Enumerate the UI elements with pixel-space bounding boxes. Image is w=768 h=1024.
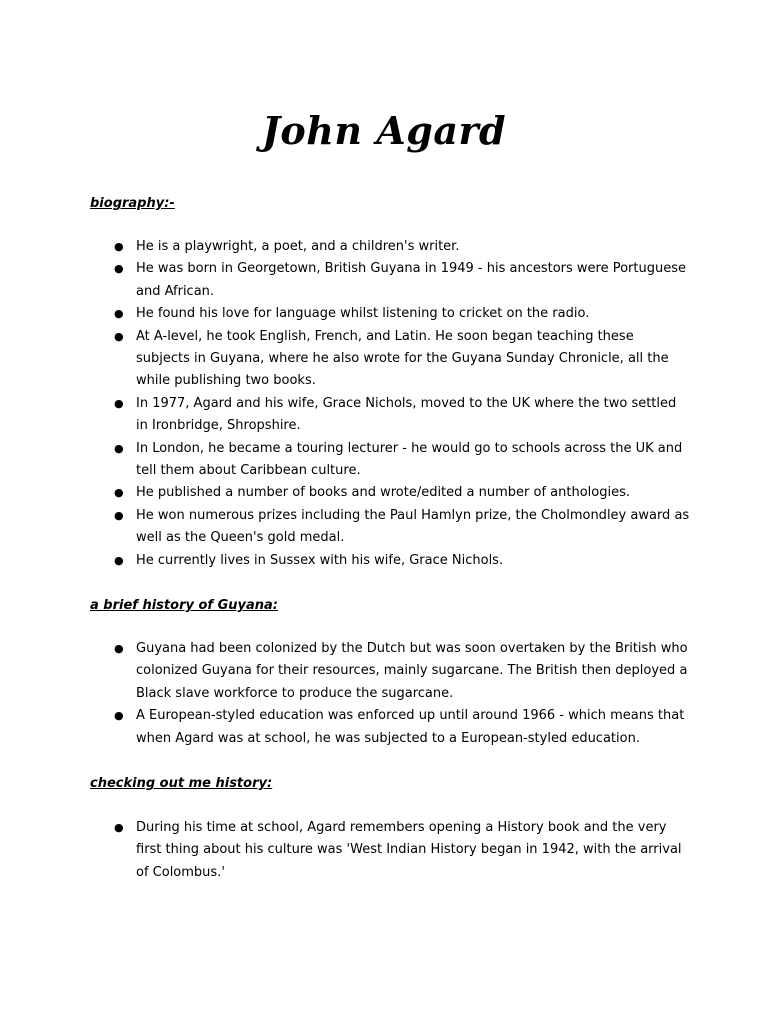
bullet-icon: ● [114,240,124,253]
list-item-text: He found his love for language whilst listening to cricket on the radio. [136,306,590,322]
bullet-icon: ● [114,508,124,522]
list-item-text: He published a number of books and wrote/edited a number of anthologies. [136,485,630,501]
list-item [90,638,690,705]
section-heading-checking-out-me-history: checking out me history: [90,776,273,791]
bullet-list-biography [90,236,690,572]
bullet-icon: ● [114,441,124,455]
bullet-icon: ● [114,709,124,723]
list-item [90,505,690,550]
list-item-text: He was born in Georgetown, British Guyana in 1949 - his ancestors were Portuguese and African. [136,261,686,299]
bullet-icon: ● [114,553,124,567]
list-item [90,817,690,884]
bullet-icon: ● [114,396,124,410]
list-item [90,482,690,504]
list-item [90,705,690,750]
bullet-icon: ● [114,486,124,500]
list-item-text: In London, he became a touring lecturer - he would go to schools across the UK and tell them about Caribbean culture. [136,440,683,479]
bullet-list-history-of-guyana [90,638,690,750]
list-item [90,326,690,393]
bullet-icon: ● [114,307,124,321]
list-item-text: At A-level, he took English, French, and Latin. He soon began teaching these subjects in Guyana, where he also wrote for the Guyana Sunday Chronicle, all the while publishing two books. [136,328,669,389]
list-item-text: A European-styled education was enforced up until around 1966 - which means that when Agard was at school, he was subjected to a European-styled education. [136,708,685,746]
bullet-icon: ● [114,821,124,834]
list-item [90,236,690,258]
list-item [90,393,690,438]
section-heading-biography: biography:- [90,196,175,211]
bullet-icon: ● [114,262,124,276]
list-item-text: He is a playwright, a poet, and a children's writer. [136,239,460,254]
section-heading-history-of-guyana: a brief history of Guyana: [90,598,278,613]
list-item-text: During his time at school, Agard remembers opening a History book and the very first thing about his culture was 'West Indian History began in 1942, with the arrival of Colombus.' [136,820,682,880]
list-item-text: In 1977, Agard and his wife, Grace Nichols, moved to the UK where the two settled in Ironbridge, Shropshire. [136,395,677,434]
bullet-icon: ● [114,642,124,655]
list-item [90,550,690,572]
bullet-icon: ● [114,329,124,343]
list-item [90,303,690,325]
bullet-list-checking-out-me-history [90,817,690,884]
list-item-text: He won numerous prizes including the Paul Hamlyn prize, the Cholmondley award as well as the Queen's gold medal. [136,507,690,546]
list-item [90,258,690,303]
document-title: John Agard [261,108,507,153]
list-item-text: He currently lives in Sussex with his wife, Grace Nichols. [136,552,504,568]
list-item-text: Guyana had been colonized by the Dutch but was soon overtaken by the British who colonized Guyana for their resources, mainly sugarcane. The British then deployed a Black slave workforce to produce the sugarcane. [136,641,688,701]
list-item [90,438,690,483]
